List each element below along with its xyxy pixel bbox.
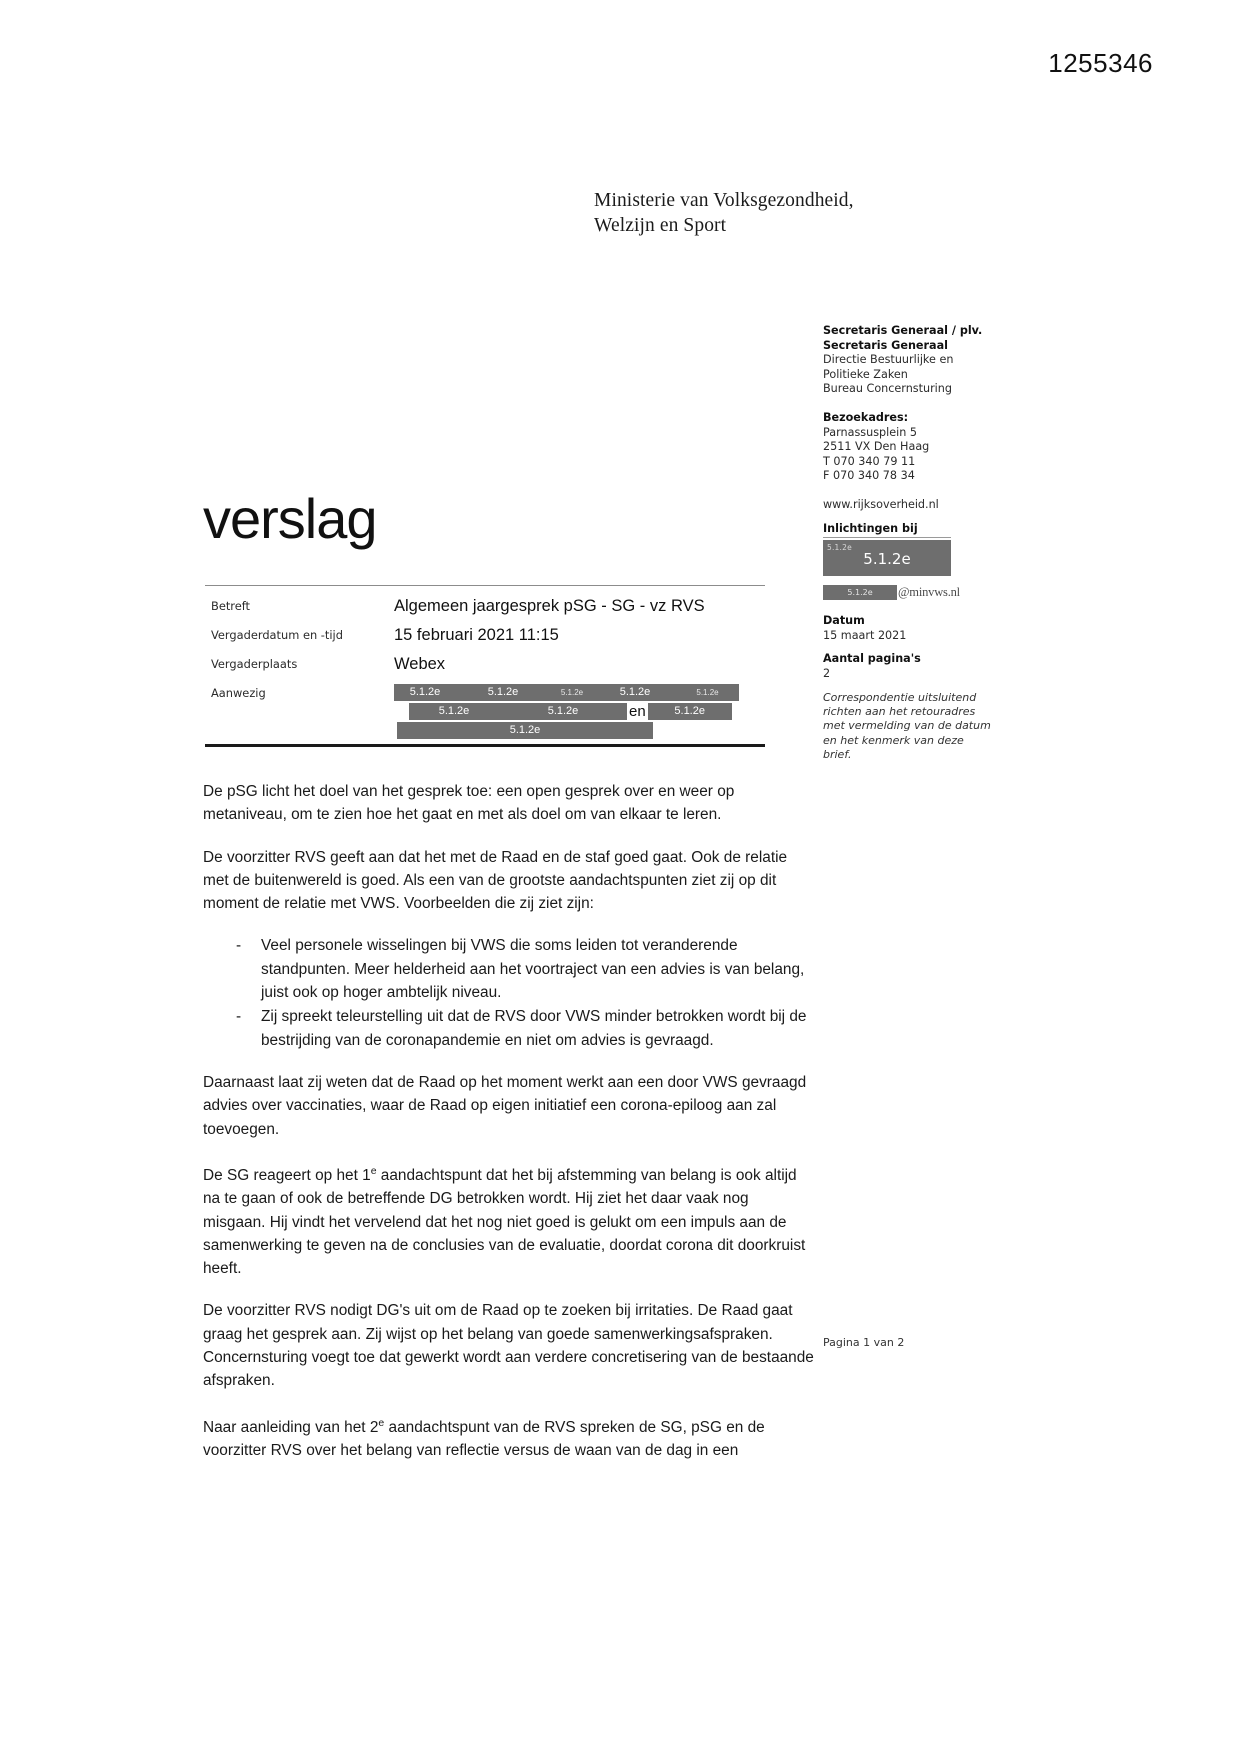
meta-row-aanwezig — [211, 683, 771, 741]
date-value: 15 maart 2021 — [823, 628, 907, 642]
paragraph-5: De voorzitter RVS nodigt DG's uit om de Raad op te zoeken bij irritaties. De Raad gaat graag het gesprek aan. Zij wijst op het belang van goede samenwerkingsafspraken. Concernsturing voegt toe dat gewerkt wordt aan verdere concretisering van de bestaande afspraken. — [203, 1302, 814, 1390]
address-heading: Bezoekadres: — [823, 410, 909, 424]
meta-value-vergaderplaats: Webex — [394, 655, 446, 673]
paragraph-4-post: aandachtspunt dat het bij afstemming van belang is ook altijd na te gaan of ook de betreffende DG betrokken wordt. Hij ziet het daar vaak nog misgaan. Hij vindt het vervelend dat het nog niet goed is gelukt om een impuls aan de samenwerking te geven na de conclusies van de evaluatie, doordat corona dit doorkruist heeft. — [203, 1166, 806, 1278]
page-footer: Pagina 1 van 2 — [823, 1336, 905, 1349]
meta-table — [211, 596, 771, 749]
redaction-block: 5.1.2e — [456, 684, 550, 701]
ordinal-suffix: e — [378, 1417, 385, 1429]
org-line-3: Directie Bestuurlijke en — [823, 353, 954, 367]
list-item — [203, 934, 815, 1004]
email-domain: @minvws.nl — [898, 585, 960, 600]
list-item — [203, 1005, 815, 1052]
correspondence-note — [823, 691, 1023, 763]
sidebar-info-block — [823, 324, 1023, 763]
bullet-dash-icon: - — [236, 937, 242, 955]
meta-rule-bottom — [205, 744, 765, 747]
redaction-block: 5.1.2e — [676, 684, 739, 701]
redaction-tag-large: 5.1.2e — [863, 550, 911, 569]
document-body — [203, 780, 815, 1481]
pages-value: 2 — [823, 666, 831, 680]
address-line-1: Parnassusplein 5 — [823, 425, 917, 439]
redaction-tag-small: 5.1.2e — [827, 543, 852, 553]
paragraph-2: De voorzitter RVS geeft aan dat het met de Raad en de staf goed gaat. Ook de relatie met de buitenwereld is goed. Als een van de grootste aandachtspunten ziet zij op dit moment de relatie met VWS. Voorbeelden die zij ziet zijn: — [203, 848, 788, 913]
ministry-line-1: Ministerie van Volksgezondheid, — [594, 190, 854, 211]
meta-value-betreft: Algemeen jaargesprek pSG - SG - vz RVS — [394, 597, 705, 615]
paragraph-6-post: aandachtspunt van de RVS spreken de SG, pSG en de voorzitter RVS over het belang van reflectie versus de waan van de dag in een — [203, 1418, 765, 1460]
meta-row-betreft — [211, 596, 771, 617]
pages-heading: Aantal pagina's — [823, 652, 921, 666]
redaction-block-email: 5.1.2e — [823, 585, 897, 600]
redaction-block: 5.1.2e — [499, 703, 627, 720]
meta-label-aanwezig: Aanwezig — [211, 686, 266, 700]
fax-number: F 070 340 78 34 — [823, 469, 915, 483]
redaction-block-contact — [823, 540, 951, 576]
attendee-conjunction: en — [629, 703, 646, 720]
paragraph-6 — [203, 1412, 815, 1463]
address-line-2: 2511 VX Den Haag — [823, 440, 930, 454]
phone-number: T 070 340 79 11 — [823, 454, 916, 468]
org-line-5: Bureau Concernsturing — [823, 382, 952, 396]
note-line-5: brief. — [823, 748, 852, 762]
meta-rule-top — [205, 585, 765, 586]
page-title: verslag — [203, 487, 377, 550]
redaction-block: 5.1.2e — [394, 684, 456, 701]
redaction-block: 5.1.2e — [409, 703, 499, 720]
paragraph-4 — [203, 1160, 815, 1281]
date-heading: Datum — [823, 614, 865, 628]
bullet-list — [203, 934, 815, 1051]
note-line-3: met vermelding van de datum — [823, 719, 991, 733]
paragraph-3: Daarnaast laat zij weten dat de Raad op het moment werkt aan een door VWS gevraagd advies over vaccinaties, waar de Raad op eigen initiatief een corona-epiloog aan zal toevoegen. — [203, 1073, 807, 1138]
meta-label-vergaderdatum: Vergaderdatum en -tijd — [211, 628, 343, 642]
website-url: www.rijksoverheid.nl — [823, 497, 939, 511]
redaction-block: 5.1.2e — [594, 684, 676, 701]
email-row — [823, 585, 1023, 600]
ordinal-suffix: e — [370, 1165, 377, 1177]
ministry-line-2: Welzijn en Sport — [594, 215, 727, 236]
note-line-1: Correspondentie uitsluitend — [823, 690, 977, 704]
attendee-redaction-row — [394, 684, 739, 701]
meta-row-vergaderplaats — [211, 654, 771, 675]
note-line-4: en het kenmerk van deze — [823, 733, 964, 747]
meta-label-vergaderplaats: Vergaderplaats — [211, 657, 298, 671]
document-number: 1255346 — [1048, 48, 1153, 78]
redaction-block: 5.1.2e — [550, 684, 594, 701]
attendee-redaction-row — [394, 703, 739, 720]
meta-label-betreft: Betreft — [211, 599, 251, 613]
org-line-2: Secretaris Generaal — [823, 338, 948, 352]
ministry-wordmark — [594, 188, 854, 238]
meta-row-vergaderdatum — [211, 625, 771, 646]
list-item-text: Veel personele wisselingen bij VWS die soms leiden tot veranderende standpunten. Meer helderheid aan het voortraject van een advies is van belang, juist ook op hoger ambtelijk niveau. — [261, 937, 805, 1002]
paragraph-4-pre: De SG reageert op het 1 — [203, 1166, 371, 1184]
bullet-dash-icon: - — [236, 1008, 242, 1026]
list-item-text: Zij spreekt teleurstelling uit dat de RVS door VWS minder betrokken wordt bij de bestrijding van de coronapandemie en niet om advies is gevraagd. — [261, 1008, 807, 1049]
org-line-1: Secretaris Generaal / plv. — [823, 324, 983, 337]
redaction-block: 5.1.2e — [397, 722, 653, 739]
note-line-2: richten aan het retouradres — [823, 704, 976, 718]
info-heading: Inlichtingen bij — [823, 522, 951, 539]
attendee-redaction-row — [394, 722, 739, 739]
meta-value-vergaderdatum: 15 februari 2021 11:15 — [394, 626, 559, 644]
redaction-block: 5.1.2e — [648, 703, 732, 720]
org-line-4: Politieke Zaken — [823, 367, 908, 381]
paragraph-1: De pSG licht het doel van het gesprek toe: een open gesprek over en weer op metaniveau, om te zien hoe het gaat en met als doel om van elkaar te leren. — [203, 783, 735, 824]
attendees-redactions — [394, 684, 739, 741]
paragraph-6-pre: Naar aanleiding van het 2 — [203, 1418, 379, 1436]
